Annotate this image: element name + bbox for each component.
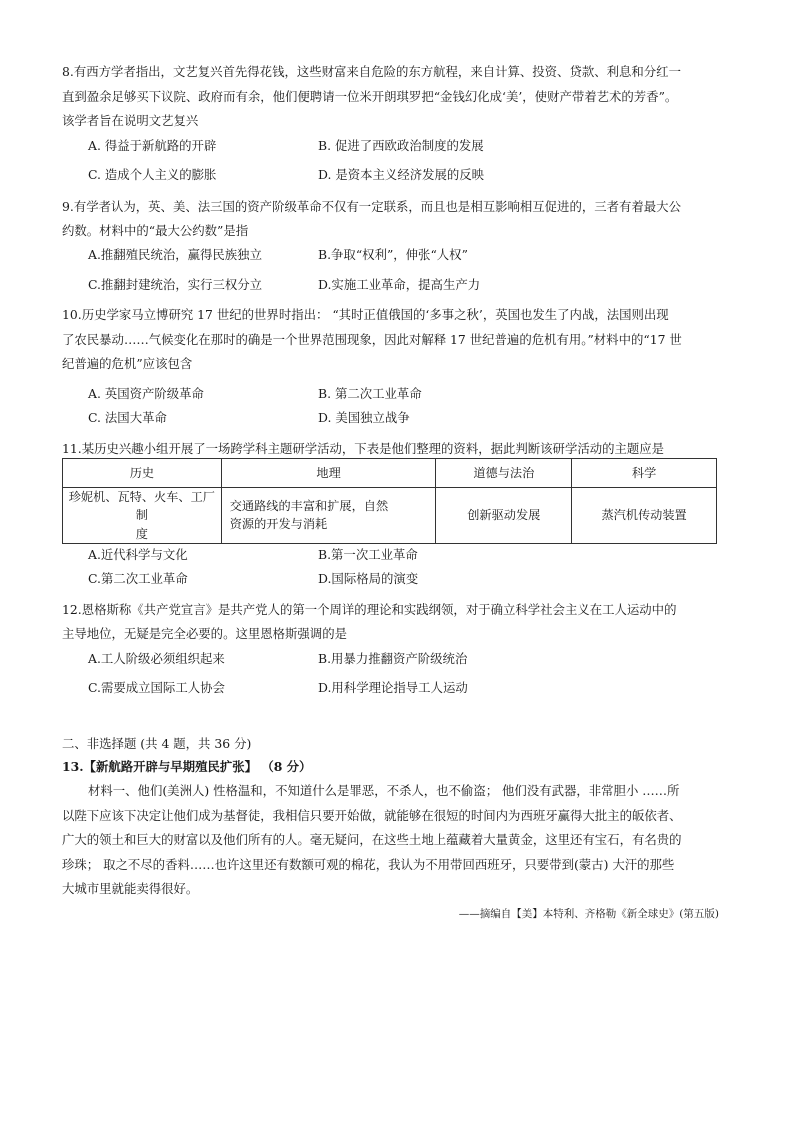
history-cell-line-1: 珍妮机、瓦特、火车、工厂制 [68,490,215,523]
q12-stem-line-1: 12.恩格斯称《共产党宣言》是共产党人的第一个周详的理论和实践纲领，对于确立科学社会主义在工人运动中的 [62,602,677,617]
q10-option-c: C. 法国大革命 [88,410,167,425]
q9-option-b: B.争取“权利”，伸张“人权” [318,247,468,262]
q10-option-d: D. 美国独立战争 [318,410,410,425]
q8-option-c: C. 造成个人主义的膨胀 [88,167,217,182]
q9-stem-line-1: 9.有学者认为，英、美、法三国的资产阶级革命不仅有一定联系，而且也是相互影响相互促进的，三者有着最大公 [62,199,681,214]
q12-option-d: D.用科学理论指导工人运动 [318,680,468,695]
q12-option-b: B.用暴力推翻资产阶级统治 [318,651,468,666]
q13-material-line-5: 大城市里就能卖得很好。 [62,881,199,896]
q10-stem-line-1: 10.历史学家马立博研究 17 世纪的世界时指出： “其时正值俄国的‘多事之秋’，英国也发生了内战，法国则出现 [62,307,669,322]
q8-option-d: D. 是资本主义经济发展的反映 [318,167,485,182]
history-cell-line-2: 度 [135,526,148,541]
q13-title: 13.【新航路开辟与早期殖民扩张】 （8 分） [62,759,312,774]
q13-material-line-3: 广大的领土和巨大的财富以及他们所有的人。毫无疑问，在这些土地上蕴藏着大量黄金，这里还有宝石，有名贵的 [62,832,682,847]
table-header-history: 历史 [63,459,222,488]
q8-stem-line-1: 8.有西方学者指出，文艺复兴首先得花钱，这些财富来自危险的东方航程，来自计算、投资、贷款、利息和分红一 [62,64,681,79]
q12-option-c: C.需要成立国际工人协会 [88,680,225,695]
q8-option-b: B. 促进了西欧政治制度的发展 [318,138,484,153]
table-cell-history [63,488,222,544]
table-row [63,488,717,544]
table-cell-ethics: 创新驱动发展 [436,488,572,544]
q9-option-d: D.实施工业革命，提高生产力 [318,277,481,292]
table-cell-science: 蒸汽机传动装置 [572,488,717,544]
table-cell-geography [221,488,436,544]
q11-option-c: C.第二次工业革命 [88,571,188,586]
q10-stem-line-2: 了农民暴动……气候变化在那时的确是一个世界范围现象，因此对解释 17 世纪普遍的危机有用。”材料中的“17 世 [62,332,682,347]
section-2-heading: 二、非选择题 (共 4 题，共 36 分) [62,736,252,751]
q13-source-citation: ——摘编自【美】本特利、齐格勒《新全球史》(第五版) [458,908,719,920]
q11-option-b: B.第一次工业革命 [318,547,418,562]
q11-option-d: D.国际格局的演变 [318,571,419,586]
table-header-geography: 地理 [221,459,436,488]
q11-data-table [62,458,717,544]
q8-stem-line-2: 直到盈余足够买下议院、政府而有余，他们便聘请一位米开朗琪罗把“金钱幻化成‘美’，使财产带着艺术的芳香”。 [62,89,678,104]
q12-option-a: A.工人阶级必须组织起来 [88,651,225,666]
q13-material-line-2: 以陛下应该下决定让他们成为基督徒，我相信只要开始做，就能够在很短的时间内为西班牙赢得大批主的皈依者、 [62,808,682,823]
q9-option-a: A.推翻殖民统治，赢得民族独立 [88,247,262,262]
table-header-ethics: 道德与法治 [436,459,572,488]
q10-stem-line-3: 纪普遍的危机”应该包含 [62,356,193,371]
q10-option-a: A. 英国资产阶级革命 [88,386,204,401]
q10-option-b: B. 第二次工业革命 [318,386,422,401]
q9-option-c: C.推翻封建统治，实行三权分立 [88,277,263,292]
q9-stem-line-2: 约数。材料中的“最大公约数”是指 [62,223,249,238]
q13-material-line-1: 材料一、他们(美洲人) 性格温和，不知道什么是罪恶，不杀人，也不偷盗； 他们没有武器，非常胆小 ……所 [88,783,680,798]
q8-option-a: A. 得益于新航路的开辟 [88,138,217,153]
q13-material-line-4: 珍珠； 取之不尽的香料……也许这里还有数额可观的棉花，我认为不用带回西班牙，只要带到(蒙古) 大汗的那些 [62,857,675,872]
table-header-science: 科学 [572,459,717,488]
q11-stem-line-1: 11.某历史兴趣小组开展了一场跨学科主题研学活动，下表是他们整理的资料，据此判断该研学活动的主题应是 [62,441,665,456]
q11-option-a: A.近代科学与文化 [88,547,188,562]
q8-stem-line-3: 该学者旨在说明文艺复兴 [62,113,199,128]
q12-stem-line-2: 主导地位，无疑是完全必要的。这里恩格斯强调的是 [62,626,347,641]
table-header-row [63,459,717,488]
geography-cell-line-1: 交通路线的丰富和扩展，自然 [229,499,389,514]
geography-cell-line-2: 资源的开发与消耗 [229,517,328,532]
